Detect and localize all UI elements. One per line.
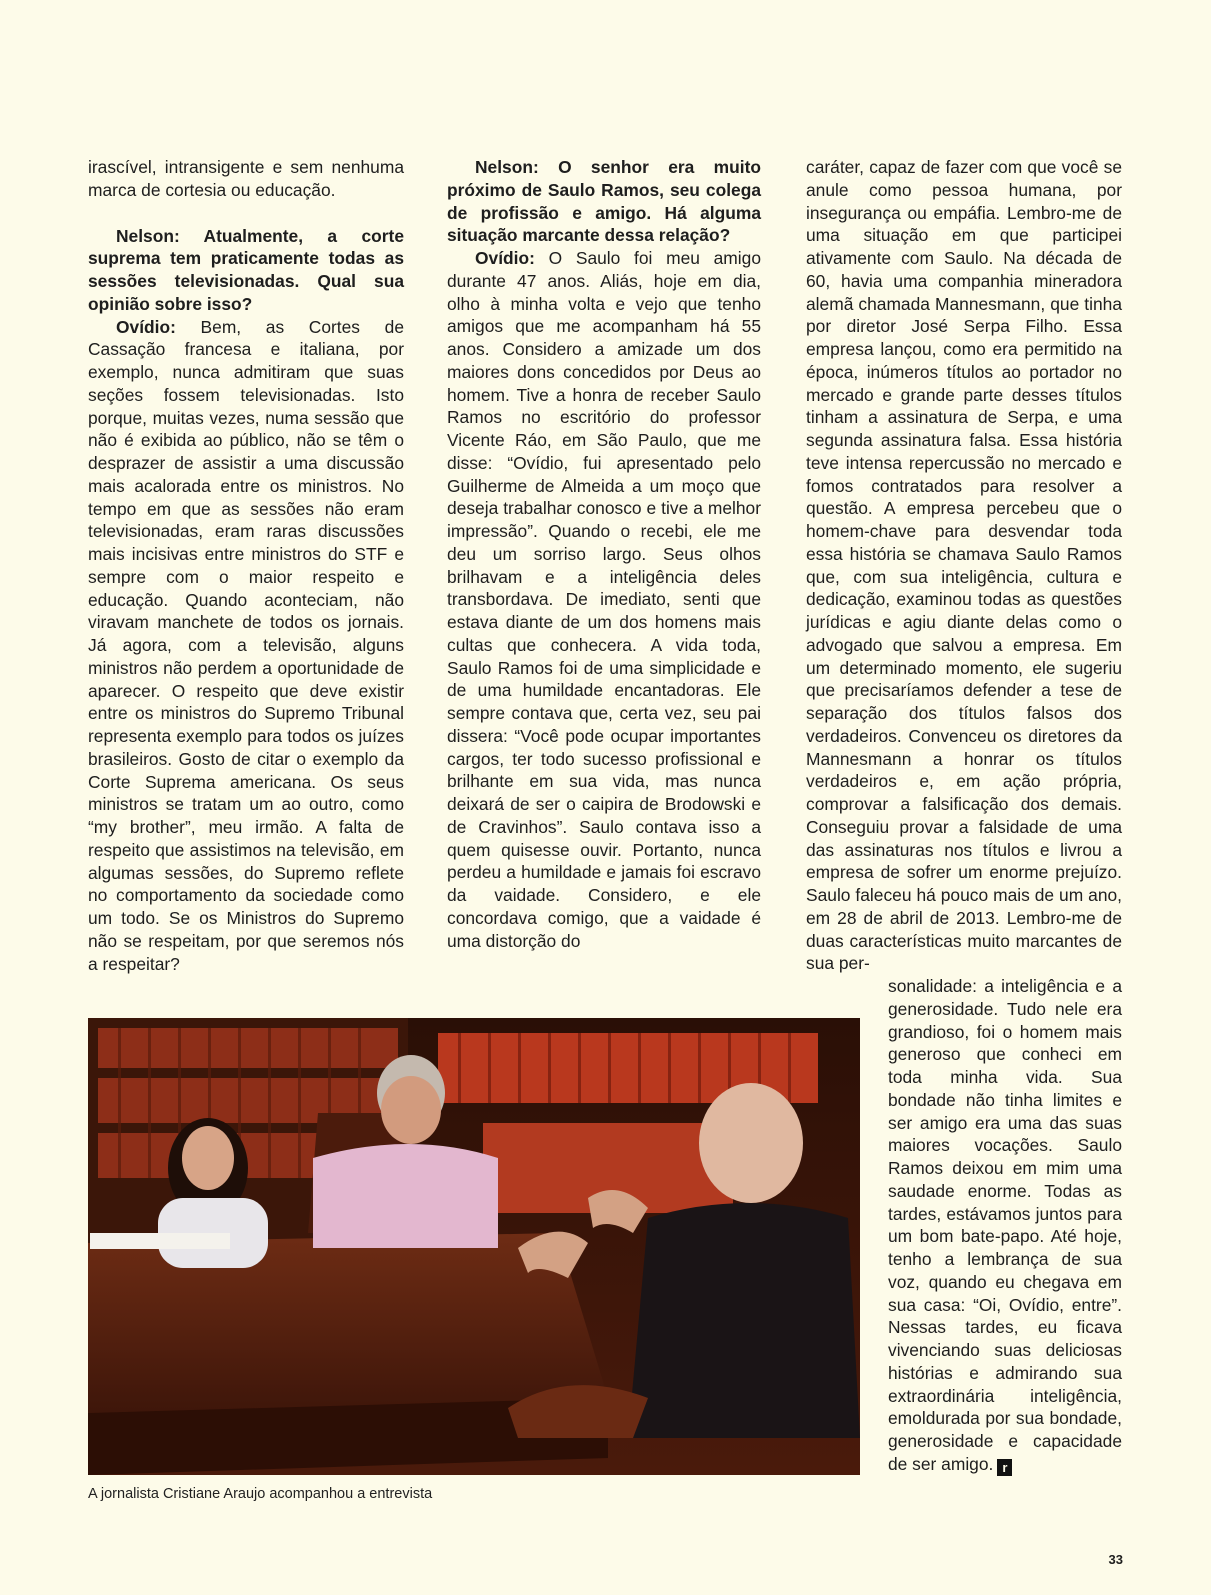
interview-answer bbox=[447, 247, 761, 952]
photo-caption: A jornalista Cristiane Araujo acompanhou a entrevista bbox=[88, 1486, 433, 1502]
interview-photo-illustration bbox=[88, 1018, 860, 1475]
answer-text: Bem, as Cortes de Cassação francesa e italiana, por exemplo, nunca admitiram que suas seções fossem televisionadas. Isto porque, muitas vezes, numa sessão que não é exibida ao público, não se têm o desprazer de assistir a uma discussão mais acalorada entre os ministros. No tempo em que as sessões não eram televisionadas, eram raras discussões mais incisivas entre ministros do STF e sempre com o maior respeito e educação. Quando aconteciam, não viravam manchete de todos os jornais. Já agora, com a televisão, alguns ministros não perdem a oportunidade de aparecer. O respeito que deve existir entre os ministros do Supremo Tribunal representa exemplo para todos os juízes brasileiros. Gosto de citar o exemplo da Corte Suprema americana. Os seus ministros se tratam um ao outro, como “my brother”, meu irmão. A falta de respeito que assistimos na televisão, em algumas sessões, do Supremo reflete no comportamento da sociedade como um todo. Se os Ministros do Supremo não se respeitam, por que seremos nós a respeitar? bbox=[88, 316, 404, 974]
article-column-1 bbox=[88, 156, 404, 975]
article-column-2 bbox=[447, 156, 761, 952]
interview-question: Nelson: O senhor era muito próximo de Saulo Ramos, seu colega de profissão e amigo. Há alguma situação marcante dessa relação? bbox=[447, 157, 761, 246]
page-number: 33 bbox=[1108, 1552, 1123, 1567]
interview-answer bbox=[88, 316, 404, 976]
paragraph: irascível, intransigente e sem nenhuma marca de cortesia ou educação. bbox=[88, 157, 404, 200]
speaker-label: Ovídio: bbox=[116, 316, 176, 337]
end-of-article-mark: r bbox=[997, 1459, 1012, 1476]
article-column-3 bbox=[806, 156, 1122, 975]
speaker-label: Ovídio: bbox=[475, 248, 535, 268]
interview-photo bbox=[88, 1018, 860, 1475]
article-column-3-continued bbox=[888, 975, 1122, 1476]
interview-question: Nelson: Atualmente, a corte suprema tem praticamente todas as sessões televisionadas. Qual sua opinião sobre isso? bbox=[88, 225, 404, 314]
paragraph-text: sonalidade: a inteligência e a generosidade. Tudo nele era grandioso, foi o homem mais generoso que conheci em toda minha vida. Sua bondade não tinha limites e ser amigo era uma das suas maiores vocações. Saulo Ramos deixou em mim uma saudade enorme. Todas as tardes, estávamos juntos para um bom bate-papo. Até hoje, tenho a lembrança de sua voz, quando eu chegava em sua casa: “Oi, Ovídio, entre”. Nessas tardes, eu ficava vivenciando suas deliciosas histórias e admirando sua extraordinária inteligência, emoldurada por sua bondade, generosidade e capacidade de ser amigo. bbox=[888, 976, 1122, 1474]
paragraph: caráter, capaz de fazer com que você se anule como pessoa humana, por insegurança ou empáfia. Lembro-me de uma situação em que participei ativamente com Saulo. Na década de 60, havia uma companhia mineradora alemã chamada Mannesmann, que tinha por diretor José Serpa Filho. Essa empresa lançou, como era permitido na época, inúmeros títulos ao portador no mercado e grande parte desses títulos tinham a assinatura de Serpa, e uma segunda assinatura falsa. Essa história teve intensa repercussão no mercado e fomos contratados para resolver a questão. A empresa percebeu que o homem-chave para desvendar toda essa história se chamava Saulo Ramos que, com sua inteligência, cultura e dedicação, examinou todas as questões jurídicas e agiu diante delas como o advogado que salvou a empresa. Em um determinado momento, ele sugeriu que precisaríamos defender a tese de separação dos títulos falsos dos verdadeiros. Convenceu os diretores da Mannesmann a honrar os títulos verdadeiros e, em ação própria, comprovar a falsificação dos demais. Conseguiu provar a falsidade de uma das assinaturas nos títulos e livrou a empresa de sofrer um enorme prejuízo. Saulo faleceu há pouco mais de um ano, em 28 de abril de 2013. Lembro-me de duas características muito marcantes de sua per- bbox=[806, 157, 1122, 974]
paragraph bbox=[888, 975, 1122, 1476]
answer-text: O Saulo foi meu amigo durante 47 anos. Aliás, hoje em dia, olho à minha volta e vejo que tenho amigos que me acompanham há 55 anos. Considero a amizade um dos maiores dons concedidos por Deus ao homem. Tive a honra de receber Saulo Ramos no escritório do professor Vicente Ráo, em São Paulo, que me disse: “Ovídio, fui apresentado pelo Guilherme de Almeida a um moço que deseja trabalhar conosco e tive a melhor impressão”. Quando o recebi, ele me deu um sorriso largo. Seus olhos brilhavam e a inteligência deles transbordava. De imediato, senti que estava diante de um dos homens mais cultas que conhecera. A vida toda, Saulo Ramos foi de uma simplicidade e de uma humildade encantadoras. Ele sempre contava que, certa vez, seu pai dissera: “Você pode ocupar importantes cargos, ter todo sucesso profissional e brilhante em sua vida, mas nunca deixará de ser o caipira de Brodowski e de Cravinhos”. Saulo contava isso a quem quisesse ouvir. Portanto, nunca perdeu a humildade e jamais foi escravo da vaidade. Considero, e ele concordava comigo, que a vaidade é uma distorção do bbox=[447, 248, 761, 951]
